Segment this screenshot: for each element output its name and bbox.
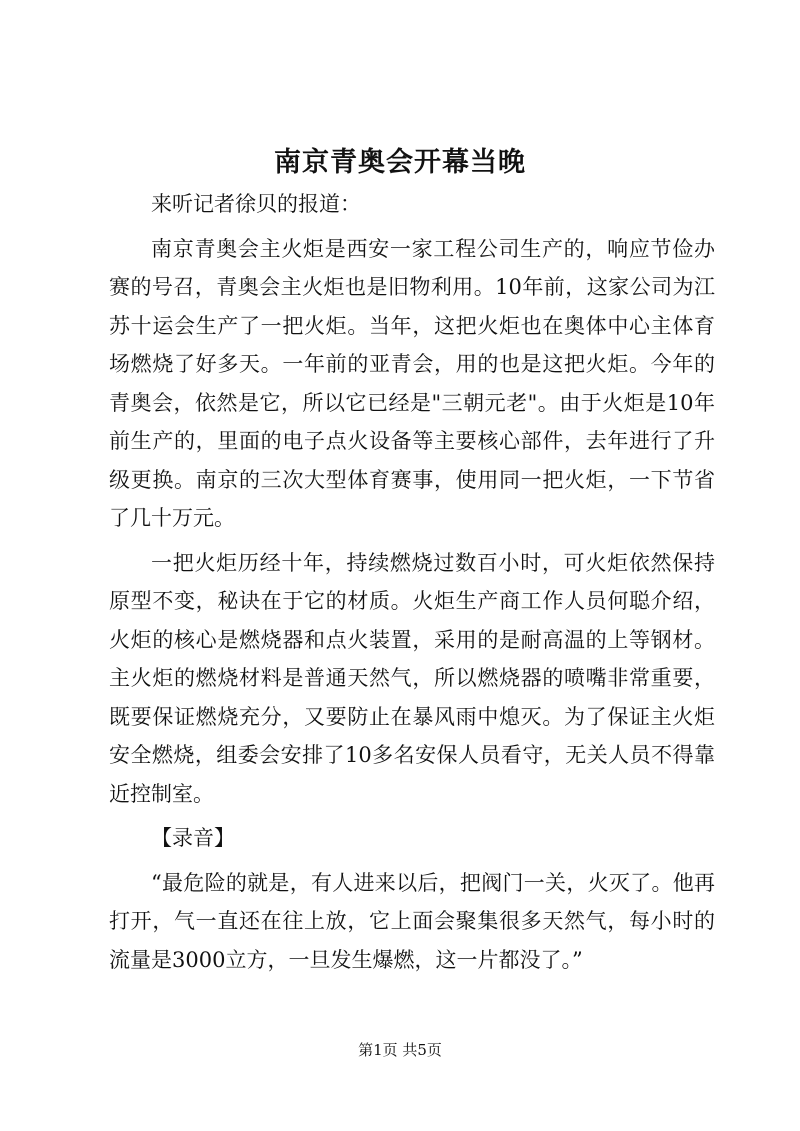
recording-label: 【录音】 [151, 826, 235, 850]
document-title: 南京青奥会开幕当晚 [274, 147, 526, 178]
body-paragraph-1: 南京青奥会主火炬是西安一家工程公司生产的，响应节俭办赛的号召，青奥会主火炬也是旧物利用。10年前，这家公司为江苏十运会生产了一把火炬。当年，这把火炬也在奥体中心主体育场燃烧了好多天。一年前的亚青会，用的也是这把火炬。今年的青奥会，依然是它，所以它已经是"三朝元老"。由于火炬是10年前生产的，里面的电子点火设备等主要核心部件，去年进行了升级更换。南京的三次大型体育赛事，使用同一把火炬，一下节省了几十万元。 [109, 236, 715, 530]
intro-paragraph: 来听记者徐贝的报道： [151, 192, 361, 216]
page-footer: 第1页 共5页 [358, 1041, 442, 1059]
document-body [109, 185, 715, 985]
body-paragraph-2: 一把火炬历经十年，持续燃烧过数百小时，可火炬依然保持原型不变，秘诀在于它的材质。火炬生产商工作人员何聪介绍，火炬的核心是燃烧器和点火装置，采用的是耐高温的上等钢材。主火炬的燃烧材料是普通天然气，所以燃烧器的喷嘴非常重要，既要保证燃烧充分，又要防止在暴风雨中熄灭。为了保证主火炬安全燃烧，组委会安排了10多名安保人员看守，无关人员不得靠近控制室。 [109, 550, 715, 806]
quote-paragraph: “最危险的就是，有人进来以后，把阀门一关，火灭了。他再打开，气一直还在往上放，它上面会聚集很多天然气，每小时的流量是3000立方，一旦发生爆燃，这一片都没了。” [109, 870, 715, 972]
